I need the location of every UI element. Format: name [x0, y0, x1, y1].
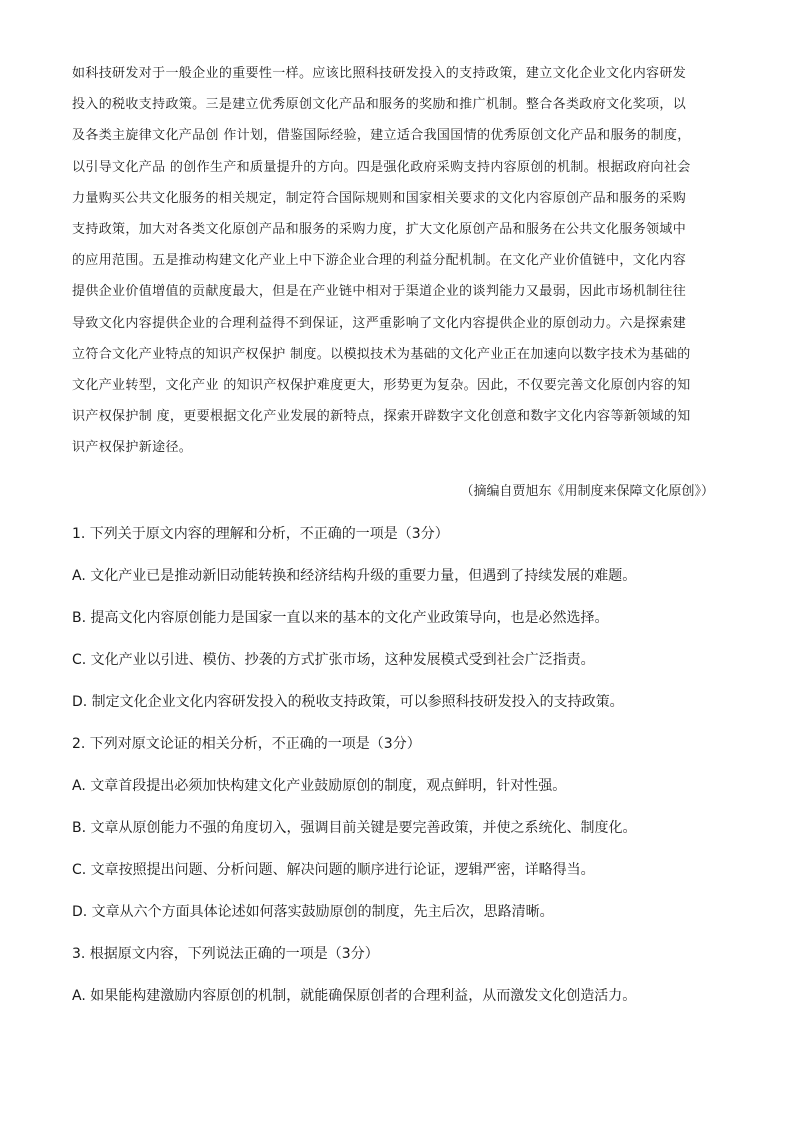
question-1-option-a: A. 文化产业已是推动新旧动能转换和经济结构升级的重要力量，但遇到了持续发展的难题。: [72, 568, 637, 584]
question-2-option-a: A. 文章首段提出必须加快构建文化产业鼓励原创的制度，观点鲜明，针对性强。: [72, 778, 567, 794]
passage-line: 文化产业转型，文化产业 的知识产权保护难度更大，形势更为复杂。因此，不仅要完善文化原创内容的知: [72, 377, 691, 393]
question-2-stem: 2. 下列对原文论证的相关分析，不正确的一项是（3分）: [72, 736, 421, 752]
question-1-option-d: D. 制定文化企业文化内容研发投入的税收支持政策，可以参照科技研发投入的支持政策。: [72, 694, 624, 710]
passage-line: 以引导文化产品 的创作生产和质量提升的方向。四是强化政府采购支持内容原创的机制。根据政府向社会: [72, 159, 691, 175]
passage-line: 识产权保护新途径。: [72, 440, 193, 456]
question-3-stem: 3. 根据原文内容，下列说法正确的一项是（3分）: [72, 946, 379, 962]
question-list: [72, 524, 732, 1028]
question-2-option-d: D. 文章从六个方面具体论述如何落实鼓励原创的制度，先主后次，思路清晰。: [72, 904, 554, 920]
question-2-option-b: B. 文章从原创能力不强的角度切入，强调目前关键是要完善政策，并使之系统化、制度化。: [72, 820, 637, 836]
passage-line: 支持政策，加大对各类文化原创产品和服务的采购力度，扩大文化原创产品和服务在公共文化服务领域中: [72, 221, 687, 237]
question-3-option-a: A. 如果能构建激励内容原创的机制，就能确保原创者的合理利益，从而激发文化创造活力。: [72, 988, 637, 1004]
question-1-option-b: B. 提高文化内容原创能力是国家一直以来的基本的文化产业政策导向，也是必然选择。: [72, 610, 609, 626]
passage-line: 识产权保护制 度，更要根据文化产业发展的新特点，探索开辟数字文化创意和数字文化内容等新领域的知: [72, 409, 691, 425]
question-2-option-c: C. 文章按照提出问题、分析问题、解决问题的顺序进行论证，逻辑严密，详略得当。: [72, 862, 595, 878]
question-1-stem: 1. 下列关于原文内容的理解和分析，不正确的一项是（3分）: [72, 526, 449, 542]
passage-line: 如科技研发对于一般企业的重要性一样。应该比照科技研发投入的支持政策，建立文化企业文化内容研发: [72, 66, 687, 81]
passage-text: [72, 58, 724, 463]
passage-line: 提供企业价值增值的贡献度最大，但是在产业链中相对于渠道企业的谈判能力又最弱，因此市场机制往往: [72, 284, 687, 300]
passage-line: 投入的税收支持政策。三是建立优秀原创文化产品和服务的奖励和推广机制。整合各类政府文化奖项，以: [72, 97, 687, 113]
source-citation: （摘编自贾旭东《用制度来保障文化原创》）: [460, 484, 714, 499]
passage-line: 导致文化内容提供企业的合理利益得不到保证，这严重影响了文化内容提供企业的原创动力。六是探索建: [72, 315, 687, 331]
passage-line: 的应用范围。五是推动构建文化产业上中下游企业合理的利益分配机制。在文化产业价值链中，文化内容: [72, 253, 687, 269]
passage-line: 立符合文化产业特点的知识产权保护 制度。以模拟技术为基础的文化产业正在加速向以数字技术为基础的: [72, 346, 691, 362]
question-1-option-c: C. 文化产业以引进、模仿、抄袭的方式扩张市场，这种发展模式受到社会广泛指责。: [72, 652, 595, 668]
passage-line: 力量购买公共文化服务的相关规定，制定符合国际规则和国家相关要求的文化内容原创产品和服务的采购: [72, 190, 687, 206]
passage-line: 及各类主旋律文化产品创 作计划，借鉴国际经验，建立适合我国国情的优秀原创文化产品和服务的制度，: [72, 128, 691, 144]
